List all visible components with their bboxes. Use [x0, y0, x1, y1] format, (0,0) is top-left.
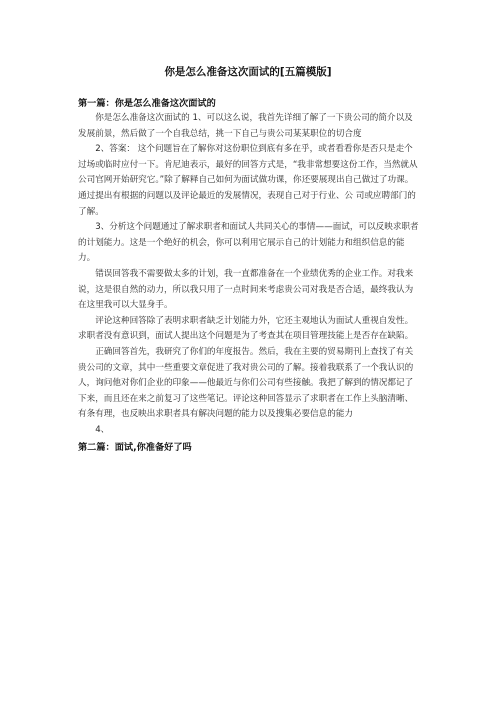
section-heading-1: 第一篇：你是怎么准备这次面试的: [78, 98, 216, 109]
paragraph: 你是怎么准备这次面试的 1、可以这么说，我首先详细了解了一下贵公司的简介以及发展前景，然后做了一个自我总结，挑一下自己与贵公司某某职位的切合度: [78, 113, 413, 139]
paragraph: 错误回答我不需要做太多的计划，我一直都准备在一个业绩优秀的企业工作。对我来说，这是很自然的动力，所以我只用了一点时间来考虑贵公司对我是否合适，最终我认为在这里我可以大显身手。: [78, 268, 414, 311]
document-body: [78, 96, 421, 455]
paragraph: 正确回答首先，我研究了你们的年度报告。然后，我在主要的贸易期刊上查找了有关贵公司的文章，其中一些重要文章促进了我对贵公司的了解。接着我联系了一个我认识的人，询问他对你们企业的印象——他最近与你们公司有些接触。我把了解到的情况都记了下来，而且还在来之前复习了这些笔记。评论这种回答显示了求职者在工作上头脑清晰、有条有理，也反映出求职者具有解决问题的能力以及搜集必要信息的能力: [78, 346, 414, 420]
paragraph: 4、: [95, 424, 110, 435]
paragraph: 3、分析这个问题通过了解求职者和面试人共同关心的事情——面试，可以反映求职者的计划能力。这是一个绝好的机会，你可以利用它展示自己的计划能力和组织信息的能力。: [78, 222, 419, 264]
paragraph: 2、答案： 这个问题旨在了解你对这份职位到底有多在乎，或者看看你是否只是走个过场或临时应付一下。肯尼迪表示，最好的回答方式是，“我非常想要这份工作，当然就从 公司官网开始研究它。”除了解释自己如何为面试做功课，你还要展现出自己做过了功课。通过提出有根据的问题以及评论最近的发展情况，表现自己对于行业、公 司或应聘部门的了解。: [78, 144, 418, 217]
paragraph: 评论这种回答除了表明求职者缺乏计划能力外，它还主观地认为面试人重视自发性。求职者没有意识到，面试人提出这个问题是为了考查其在项目管理技能上是否存在缺陷。: [78, 315, 414, 342]
section-heading-2: 第二篇：面试,你准备好了吗: [78, 442, 192, 454]
document-title: 你是怎么准备这次面试的[五篇模版]: [164, 66, 332, 78]
